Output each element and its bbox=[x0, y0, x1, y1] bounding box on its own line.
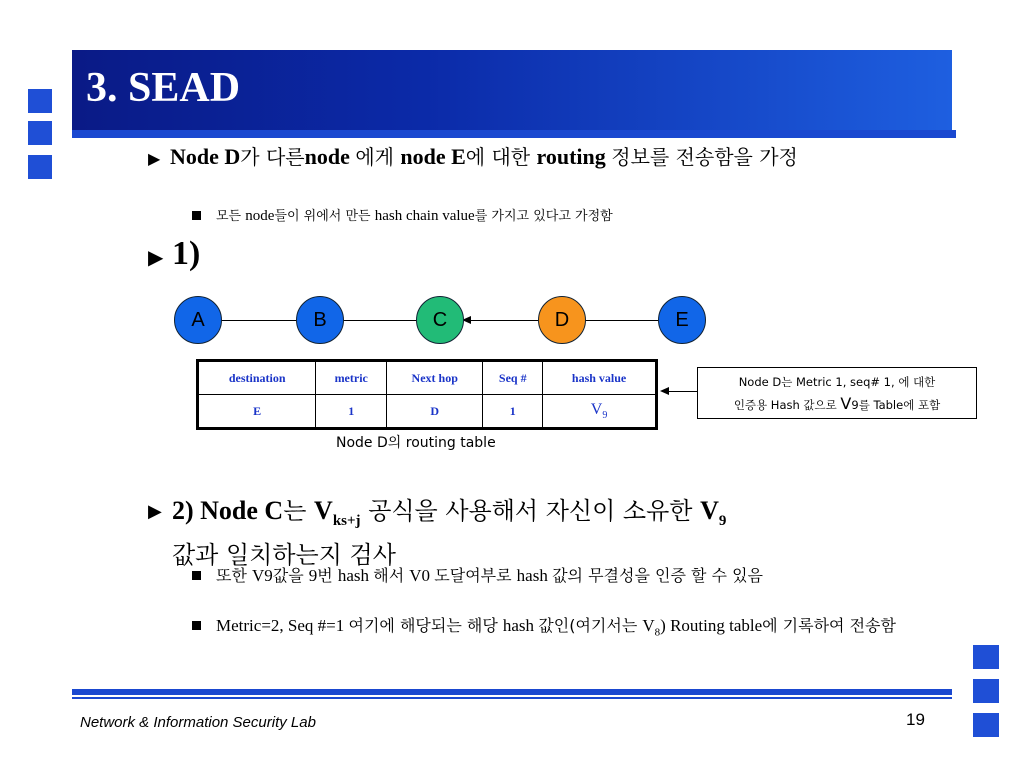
arrow-head-icon bbox=[660, 387, 669, 395]
table-caption: Node D의 routing table bbox=[336, 435, 496, 451]
col-hash-value: hash value bbox=[543, 361, 657, 395]
cell-seq: 1 bbox=[483, 395, 543, 429]
cell-hash-value: $V_9$ bbox=[543, 395, 657, 429]
sub-bullet-hash-chain: 모든 node들이 위에서 만든 hash chain value를 가지고 있다고 가정함 bbox=[216, 208, 613, 224]
triangle-bullet-icon: ▶ bbox=[148, 149, 161, 168]
cell-next-hop: D bbox=[387, 395, 483, 429]
col-next-hop: Next hop bbox=[387, 361, 483, 395]
cell-destination: E bbox=[198, 395, 316, 429]
footer-line bbox=[72, 697, 952, 699]
node-a: A bbox=[174, 296, 222, 344]
edge-b-c bbox=[342, 320, 416, 321]
edge-c-d bbox=[470, 320, 538, 321]
note-line-1: Node D는 Metric 1, seq# 1, 에 대한 bbox=[738, 375, 936, 389]
note-box bbox=[697, 367, 977, 419]
decor-square bbox=[28, 121, 52, 145]
note-connector bbox=[668, 391, 697, 392]
node-d: D bbox=[538, 296, 586, 344]
col-destination: destination bbox=[198, 361, 316, 395]
decor-square bbox=[973, 645, 999, 669]
node-c: C bbox=[416, 296, 464, 344]
footer-line bbox=[72, 689, 952, 695]
title-underline bbox=[72, 130, 956, 138]
triangle-bullet-icon: ▶ bbox=[148, 501, 162, 522]
edge-d-e bbox=[584, 320, 658, 321]
footer-lab-name: Network & Information Security Lab bbox=[80, 714, 316, 731]
decor-square bbox=[973, 713, 999, 737]
col-metric: metric bbox=[316, 361, 387, 395]
decor-square bbox=[973, 679, 999, 703]
slide-title: 3. SEAD bbox=[86, 65, 241, 111]
page-number: 19 bbox=[906, 710, 925, 729]
decor-square bbox=[28, 155, 52, 179]
table-row bbox=[198, 395, 657, 429]
routing-table bbox=[196, 359, 658, 430]
square-bullet-icon bbox=[192, 571, 201, 580]
step-1-label: 1) bbox=[172, 235, 201, 272]
square-bullet-icon bbox=[192, 211, 201, 220]
cell-metric: 1 bbox=[316, 395, 387, 429]
col-seq: Seq # bbox=[483, 361, 543, 395]
node-e: E bbox=[658, 296, 706, 344]
title-bar bbox=[72, 50, 952, 130]
triangle-bullet-icon: ▶ bbox=[148, 245, 164, 269]
note-line-2: 인증용 Hash 값으로 V9를 Table에 포함 bbox=[733, 394, 941, 413]
step-2-text: 2) Node C는 $V_{ks+j}$ 공식을 사용해서 자신이 소유한 $V_9$ 값과 일치하는지 검사 bbox=[172, 496, 727, 570]
bullet-node-d: Node D가 다른node 에게 node E에 대한 routing 정보를 전송함을 가정 bbox=[170, 144, 798, 169]
node-b: B bbox=[296, 296, 344, 344]
decor-square bbox=[28, 89, 52, 113]
sub-bullet-integrity: 또한 V9값을 9번 hash 해서 V0 도달여부로 hash 값의 무결성을 인증 할 수 있음 bbox=[216, 566, 763, 585]
table-header-row bbox=[198, 361, 657, 395]
sub-bullet-metric: Metric=2, Seq #=1 여기에 해당되는 해당 hash 값인(여기서는 $V_8$) Routing table에 기록하여 전송함 bbox=[216, 616, 896, 639]
square-bullet-icon bbox=[192, 621, 201, 630]
edge-a-b bbox=[220, 320, 296, 321]
